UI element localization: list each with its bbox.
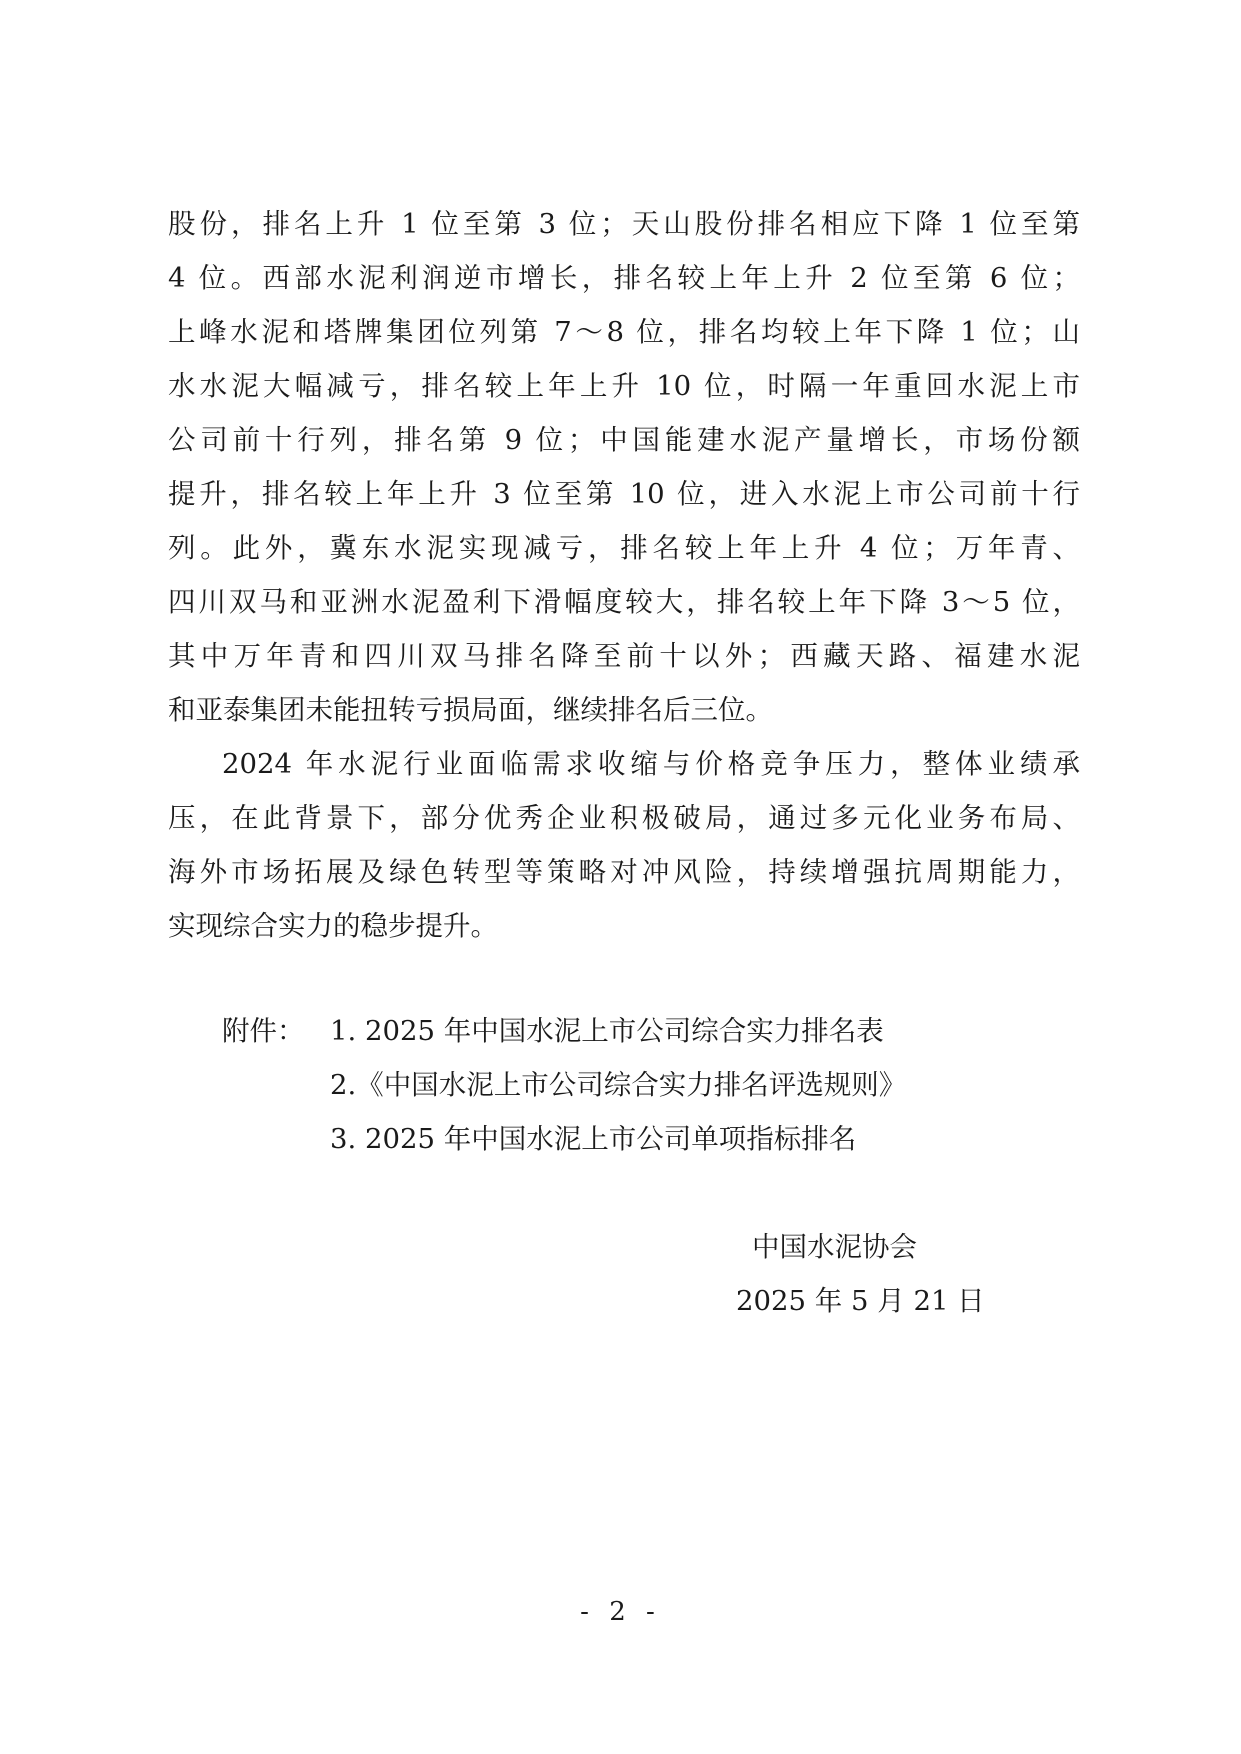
signature-date: 2025 年 5 月 21 日 [736,1285,985,1317]
body-line: 和亚泰集团未能扭转亏损局面，继续排名后三位。 [168,694,773,726]
body-line: 2024 年水泥行业面临需求收缩与价格竞争压力，整体业绩承 [222,748,1080,780]
body-line: 提升，排名较上年上升 3 位至第 10 位，进入水泥上市公司前十行 [168,478,1080,510]
attachments-label: 附件： [222,1015,305,1047]
body-line: 海外市场拓展及绿色转型等策略对冲风险，持续增强抗周期能力， [168,856,1080,888]
body-line: 水水泥大幅减亏，排名较上年上升 10 位，时隔一年重回水泥上市 [168,370,1080,402]
attachment-item: 1. 2025 年中国水泥上市公司综合实力排名表 [330,1015,884,1047]
body-line: 股份，排名上升 1 位至第 3 位；天山股份排名相应下降 1 位至第 [168,208,1080,240]
body-line: 公司前十行列，排名第 9 位；中国能建水泥产量增长，市场份额 [168,424,1080,456]
attachment-item: 2.《中国水泥上市公司综合实力排名评选规则》 [330,1069,907,1101]
signature-organization: 中国水泥协会 [752,1231,917,1263]
body-line: 四川双马和亚洲水泥盈利下滑幅度较大，排名较上年下降 3～5 位， [168,586,1080,618]
attachment-item: 3. 2025 年中国水泥上市公司单项指标排名 [330,1123,857,1155]
body-line: 其中万年青和四川双马排名降至前十以外；西藏天路、福建水泥 [168,640,1080,672]
body-line: 上峰水泥和塔牌集团位列第 7～8 位，排名均较上年下降 1 位；山 [168,316,1080,348]
body-line: 列。此外，冀东水泥实现减亏，排名较上年上升 4 位；万年青、 [168,532,1080,564]
page-number: - 2 - [580,1597,661,1627]
body-line: 4 位。西部水泥利润逆市增长，排名较上年上升 2 位至第 6 位； [168,262,1080,294]
body-line: 压，在此背景下，部分优秀企业积极破局，通过多元化业务布局、 [168,802,1080,834]
body-line: 实现综合实力的稳步提升。 [168,910,498,942]
